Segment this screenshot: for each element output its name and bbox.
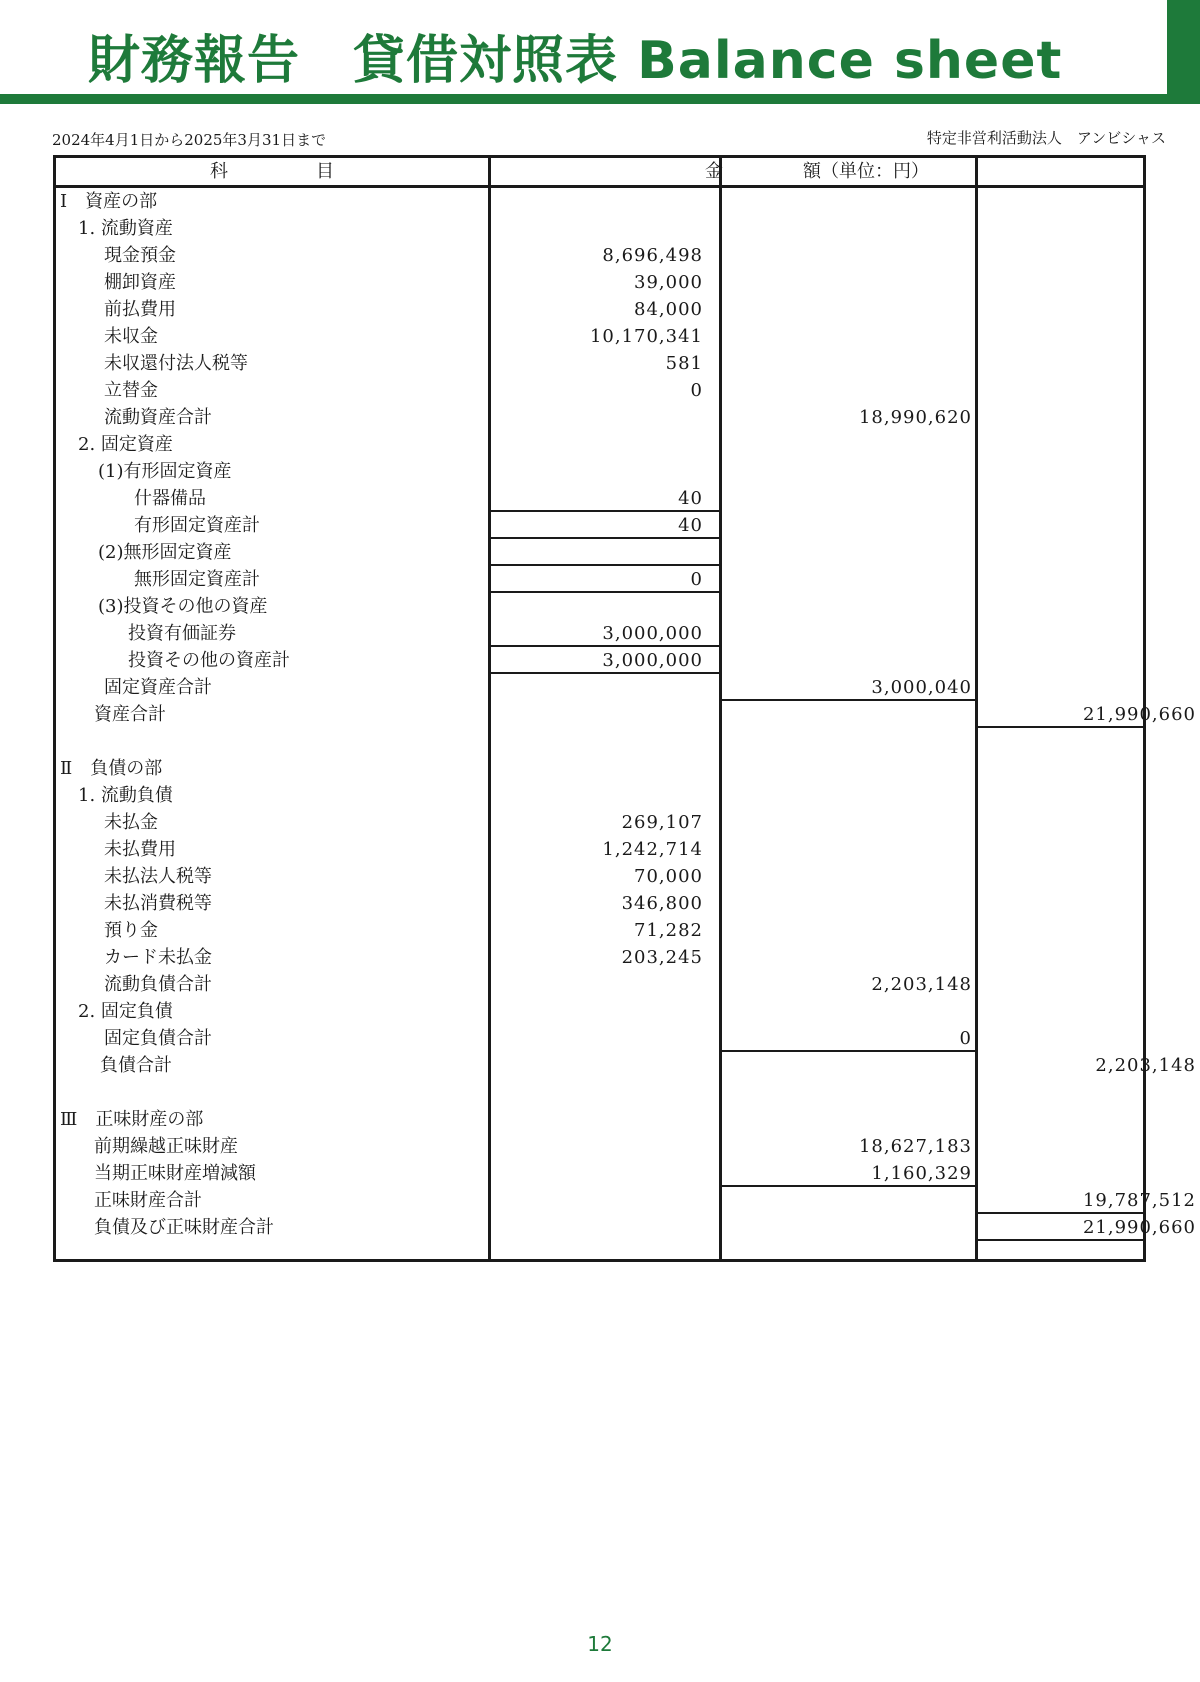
amount-col3: 21,990,660	[1082, 1217, 1196, 1238]
amount-col3: 19,787,512	[1082, 1190, 1196, 1211]
table-row	[56, 863, 1143, 890]
amount-col2: 18,990,620	[858, 407, 972, 428]
table-row	[56, 242, 1143, 269]
amount-col2: 0	[959, 1028, 972, 1049]
amount-col2: 18,627,183	[858, 1136, 972, 1157]
table-row	[56, 296, 1143, 323]
row-label: 1. 流動負債	[78, 785, 173, 806]
row-label: 固定資産合計	[104, 677, 212, 698]
amount-col1: 70,000	[634, 866, 703, 887]
header-amount-2: 額（単位：円）	[803, 161, 929, 182]
row-label: 資産合計	[94, 704, 166, 725]
amount-col2: 3,000,040	[871, 677, 972, 698]
table-row	[56, 404, 1143, 431]
row-label: 未払法人税等	[104, 866, 212, 887]
table-row	[56, 890, 1143, 917]
table-row	[56, 701, 1196, 728]
row-label: カード未払金	[104, 947, 212, 968]
header-subject	[56, 158, 488, 185]
total-double-rule	[976, 1239, 1143, 1241]
row-label: 流動負債合計	[104, 974, 212, 995]
title-underline	[0, 94, 1200, 104]
table-row	[56, 674, 1143, 701]
row-label: 現金預金	[104, 245, 176, 266]
row-label: 棚卸資産	[104, 272, 176, 293]
amount-col2: 2,203,148	[871, 974, 972, 995]
table-row	[56, 620, 1143, 647]
row-label: 未収還付法人税等	[104, 353, 248, 374]
page-title: 財務報告 貸借対照表 Balance sheet	[88, 31, 1063, 91]
amount-col1: 0	[690, 569, 703, 590]
row-label: 負債合計	[100, 1055, 172, 1076]
row-label: Ⅰ 資産の部	[60, 191, 158, 212]
header-amount-1: 金	[705, 161, 723, 182]
row-label: 前期繰越正味財産	[94, 1136, 238, 1157]
amount-col2: 1,160,329	[871, 1163, 972, 1184]
table-row	[56, 485, 1143, 512]
table-row	[56, 377, 1143, 404]
row-label: 当期正味財産増減額	[94, 1163, 256, 1184]
table-row	[56, 431, 1143, 458]
row-label: 投資有価証券	[128, 623, 236, 644]
table-row	[56, 809, 1143, 836]
accent-bar	[1167, 0, 1200, 104]
table-row	[56, 1106, 1143, 1133]
amount-col1: 1,242,714	[602, 839, 703, 860]
row-label: 1. 流動資産	[78, 218, 173, 239]
table-row	[56, 323, 1143, 350]
balance-sheet-table	[53, 155, 1196, 1262]
row-label: Ⅲ 正味財産の部	[60, 1109, 204, 1130]
table-row	[56, 458, 1143, 485]
row-label: 未払金	[104, 812, 158, 833]
table-row	[56, 512, 1143, 539]
row-label: 負債及び正味財産合計	[94, 1217, 274, 1238]
row-label: Ⅱ 負債の部	[60, 758, 163, 779]
row-label: 無形固定資産計	[134, 569, 260, 590]
amount-col1: 3,000,000	[602, 650, 703, 671]
amount-col1: 84,000	[634, 299, 703, 320]
amount-col1: 39,000	[634, 272, 703, 293]
header-subject-2: 目	[316, 161, 334, 182]
row-label: 什器備品	[134, 488, 206, 509]
table-row	[56, 593, 1143, 620]
table-row	[56, 836, 1143, 863]
total-rule	[976, 726, 1143, 728]
table-row	[56, 971, 1143, 998]
amount-col1: 0	[690, 380, 703, 401]
row-label: (3)投資その他の資産	[98, 596, 268, 617]
amount-col1: 40	[678, 488, 703, 509]
amount-col1: 581	[665, 353, 703, 374]
row-label: 2. 固定資産	[78, 434, 173, 455]
table-row	[56, 215, 1143, 242]
table-row	[56, 269, 1143, 296]
row-label: 投資その他の資産計	[128, 650, 290, 671]
amount-col1: 10,170,341	[589, 326, 703, 347]
row-label: 未収金	[104, 326, 158, 347]
page-number: 12	[587, 1632, 613, 1656]
table-row	[56, 350, 1143, 377]
amount-col1: 203,245	[621, 947, 703, 968]
amount-col3: 2,203,148	[1095, 1055, 1196, 1076]
table-row	[56, 1214, 1196, 1241]
row-label: 預り金	[104, 920, 158, 941]
table-row	[56, 1133, 1143, 1160]
row-label: 流動資産合計	[104, 407, 212, 428]
row-label: (2)無形固定資産	[98, 542, 232, 563]
row-label: 有形固定資産計	[134, 515, 260, 536]
row-label: 未払消費税等	[104, 893, 212, 914]
table-row	[56, 647, 1143, 674]
table-row	[56, 782, 1143, 809]
table-row	[56, 944, 1143, 971]
organization-name: 特定非営利活動法人 アンビシャス	[926, 129, 1166, 147]
table-row	[56, 998, 1143, 1025]
amount-col3: 21,990,660	[1082, 704, 1196, 725]
amount-col1: 3,000,000	[602, 623, 703, 644]
row-label: (1)有形固定資産	[98, 461, 232, 482]
table-row	[56, 539, 1143, 566]
table-row	[56, 755, 1143, 782]
row-label: 立替金	[104, 380, 158, 401]
table-row	[56, 1187, 1196, 1214]
table-row	[56, 1025, 1143, 1052]
row-label: 2. 固定負債	[78, 1001, 173, 1022]
table-row	[56, 1052, 1196, 1079]
table-row	[56, 566, 1143, 593]
row-label: 正味財産合計	[94, 1190, 202, 1211]
table-row	[56, 1160, 1143, 1187]
amount-col1: 71,282	[634, 920, 703, 941]
amount-col1: 8,696,498	[602, 245, 703, 266]
row-label: 固定負債合計	[104, 1028, 212, 1049]
period-text: 2024年4月1日から2025年3月31日まで	[52, 131, 327, 149]
header-amount	[491, 158, 1143, 185]
table-row	[56, 917, 1143, 944]
amount-col1: 40	[678, 515, 703, 536]
header-subject-1: 科	[210, 161, 228, 182]
row-label: 未払費用	[104, 839, 176, 860]
table-row	[56, 188, 1143, 215]
amount-col1: 269,107	[621, 812, 703, 833]
row-label: 前払費用	[104, 299, 176, 320]
amount-col1: 346,800	[621, 893, 703, 914]
